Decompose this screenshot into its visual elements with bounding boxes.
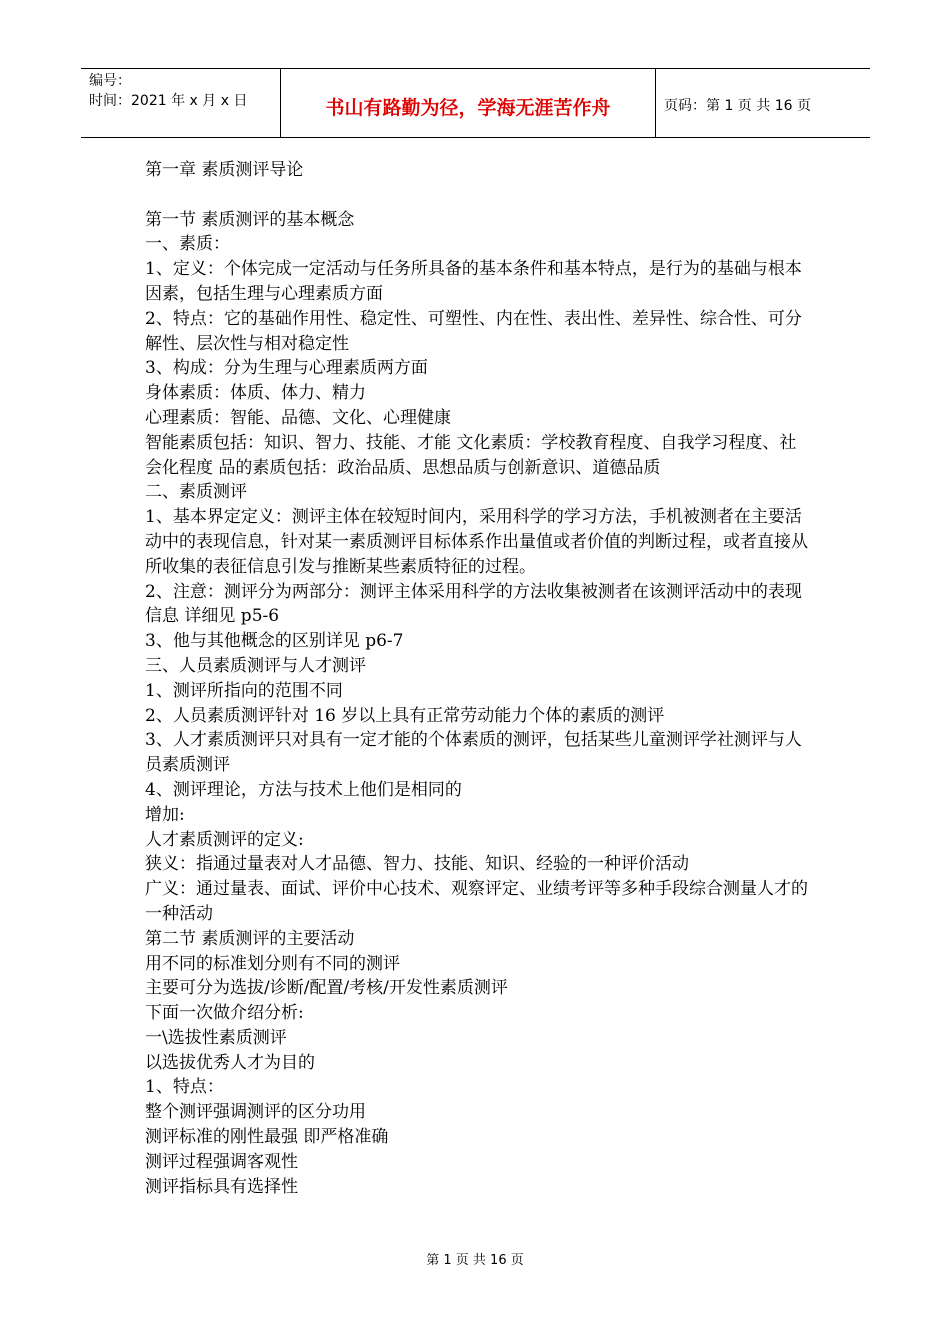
text-paragraph: 广义：通过量表、面试、评价中心技术、观察评定、业绩考评等多种手段综合测量人才的一种活动 <box>145 879 808 924</box>
text-paragraph: 主要可分为选拔/诊断/配置/考核/开发性素质测评 <box>145 978 508 999</box>
header-page-cell <box>656 69 870 137</box>
footer-page-number: 第 1 页 共 16 页 <box>426 1253 524 1268</box>
text-paragraph: 增加: <box>145 804 185 825</box>
text-paragraph: 2、特点：它的基础作用性、稳定性、可塑性、内在性、表出性、差异性、综合性、可分解性、层次性与相对稳定性 <box>145 308 802 354</box>
document-number-label: 编号： <box>89 73 131 89</box>
text-paragraph: 2、人员素质测评针对 16 岁以上具有正常劳动能力个体的素质的测评 <box>145 705 665 726</box>
text-paragraph: 3、他与其他概念的区别详见 p6-7 <box>145 631 404 652</box>
text-paragraph: 三、人员素质测评与人才测评 <box>145 655 366 676</box>
text-paragraph: 3、人才素质测评只对具有一定才能的个体素质的测评，包括某些儿童测评学社测评与人员素质测评 <box>145 730 802 776</box>
text-paragraph: 第一节 素质测评的基本概念 <box>145 209 355 230</box>
text-paragraph: 以选拔优秀人才为目的 <box>145 1052 315 1073</box>
text-paragraph: 智能素质包括：知识、智力、技能、才能 文化素质：学校教育程度、自我学习程度、社会化程度 品的素质包括：政治品质、思想品质与创新意识、道德品质 <box>145 432 797 478</box>
document-body <box>145 158 810 1199</box>
header-page-info: 页码：第 1 页 共 16 页 <box>664 98 811 114</box>
text-paragraph: 狭义：指通过量表对人才品德、智力、技能、知识、经验的一种评价活动 <box>145 854 689 875</box>
text-paragraph: 二、素质测评 <box>145 482 247 503</box>
header-motto-cell <box>281 69 656 137</box>
text-paragraph: 第一章 素质测评导论 <box>145 160 304 180</box>
text-paragraph: 一、素质： <box>145 234 230 255</box>
blank-line <box>145 183 810 208</box>
document-date-label: 时间：2021 年 x 月 x 日 <box>89 93 248 109</box>
text-paragraph: 人才素质测评的定义: <box>145 829 304 850</box>
text-paragraph: 下面一次做介绍分析: <box>145 1003 304 1024</box>
text-paragraph: 测评指标具有选择性 <box>145 1176 298 1197</box>
text-paragraph: 1、基本界定定义：测评主体在较短时间内，采用科学的学习方法，手机被测者在主要活动中的表现信息，针对某一素质测评目标体系作出量值或者价值的判断过程，或者直接从所收集的表征信息引发与推断某些素质特征的过程。 <box>145 507 808 577</box>
text-paragraph: 1、测评所指向的范围不同 <box>145 680 343 701</box>
text-paragraph: 心理素质：智能、品德、文化、心理健康 <box>145 407 451 428</box>
text-paragraph: 用不同的标准划分则有不同的测评 <box>145 953 400 974</box>
text-paragraph: 1、特点： <box>145 1077 224 1098</box>
page-footer <box>0 1249 950 1268</box>
header-left-cell <box>81 69 281 137</box>
text-paragraph: 3、构成：分为生理与心理素质两方面 <box>145 358 428 379</box>
text-paragraph: 4、测评理论，方法与技术上他们是相同的 <box>145 779 462 800</box>
text-paragraph: 1、定义：个体完成一定活动与任务所具备的基本条件和基本特点，是行为的基础与根本因素，包括生理与心理素质方面 <box>145 259 802 304</box>
header-motto: 书山有路勤为径，学海无涯苦作舟 <box>325 97 611 119</box>
text-paragraph: 一\选拔性素质测评 <box>145 1027 287 1048</box>
text-paragraph: 测评标准的刚性最强 即严格准确 <box>145 1127 389 1148</box>
header-table <box>81 68 870 138</box>
text-paragraph: 测评过程强调客观性 <box>145 1151 298 1172</box>
text-paragraph: 第二节 素质测评的主要活动 <box>145 928 355 949</box>
text-paragraph: 身体素质：体质、体力、精力 <box>145 383 366 404</box>
text-paragraph: 整个测评强调测评的区分功用 <box>145 1102 366 1123</box>
text-paragraph: 2、注意：测评分为两部分：测评主体采用科学的方法收集被测者在该测评活动中的表现信息 详细见 p5-6 <box>145 581 802 627</box>
